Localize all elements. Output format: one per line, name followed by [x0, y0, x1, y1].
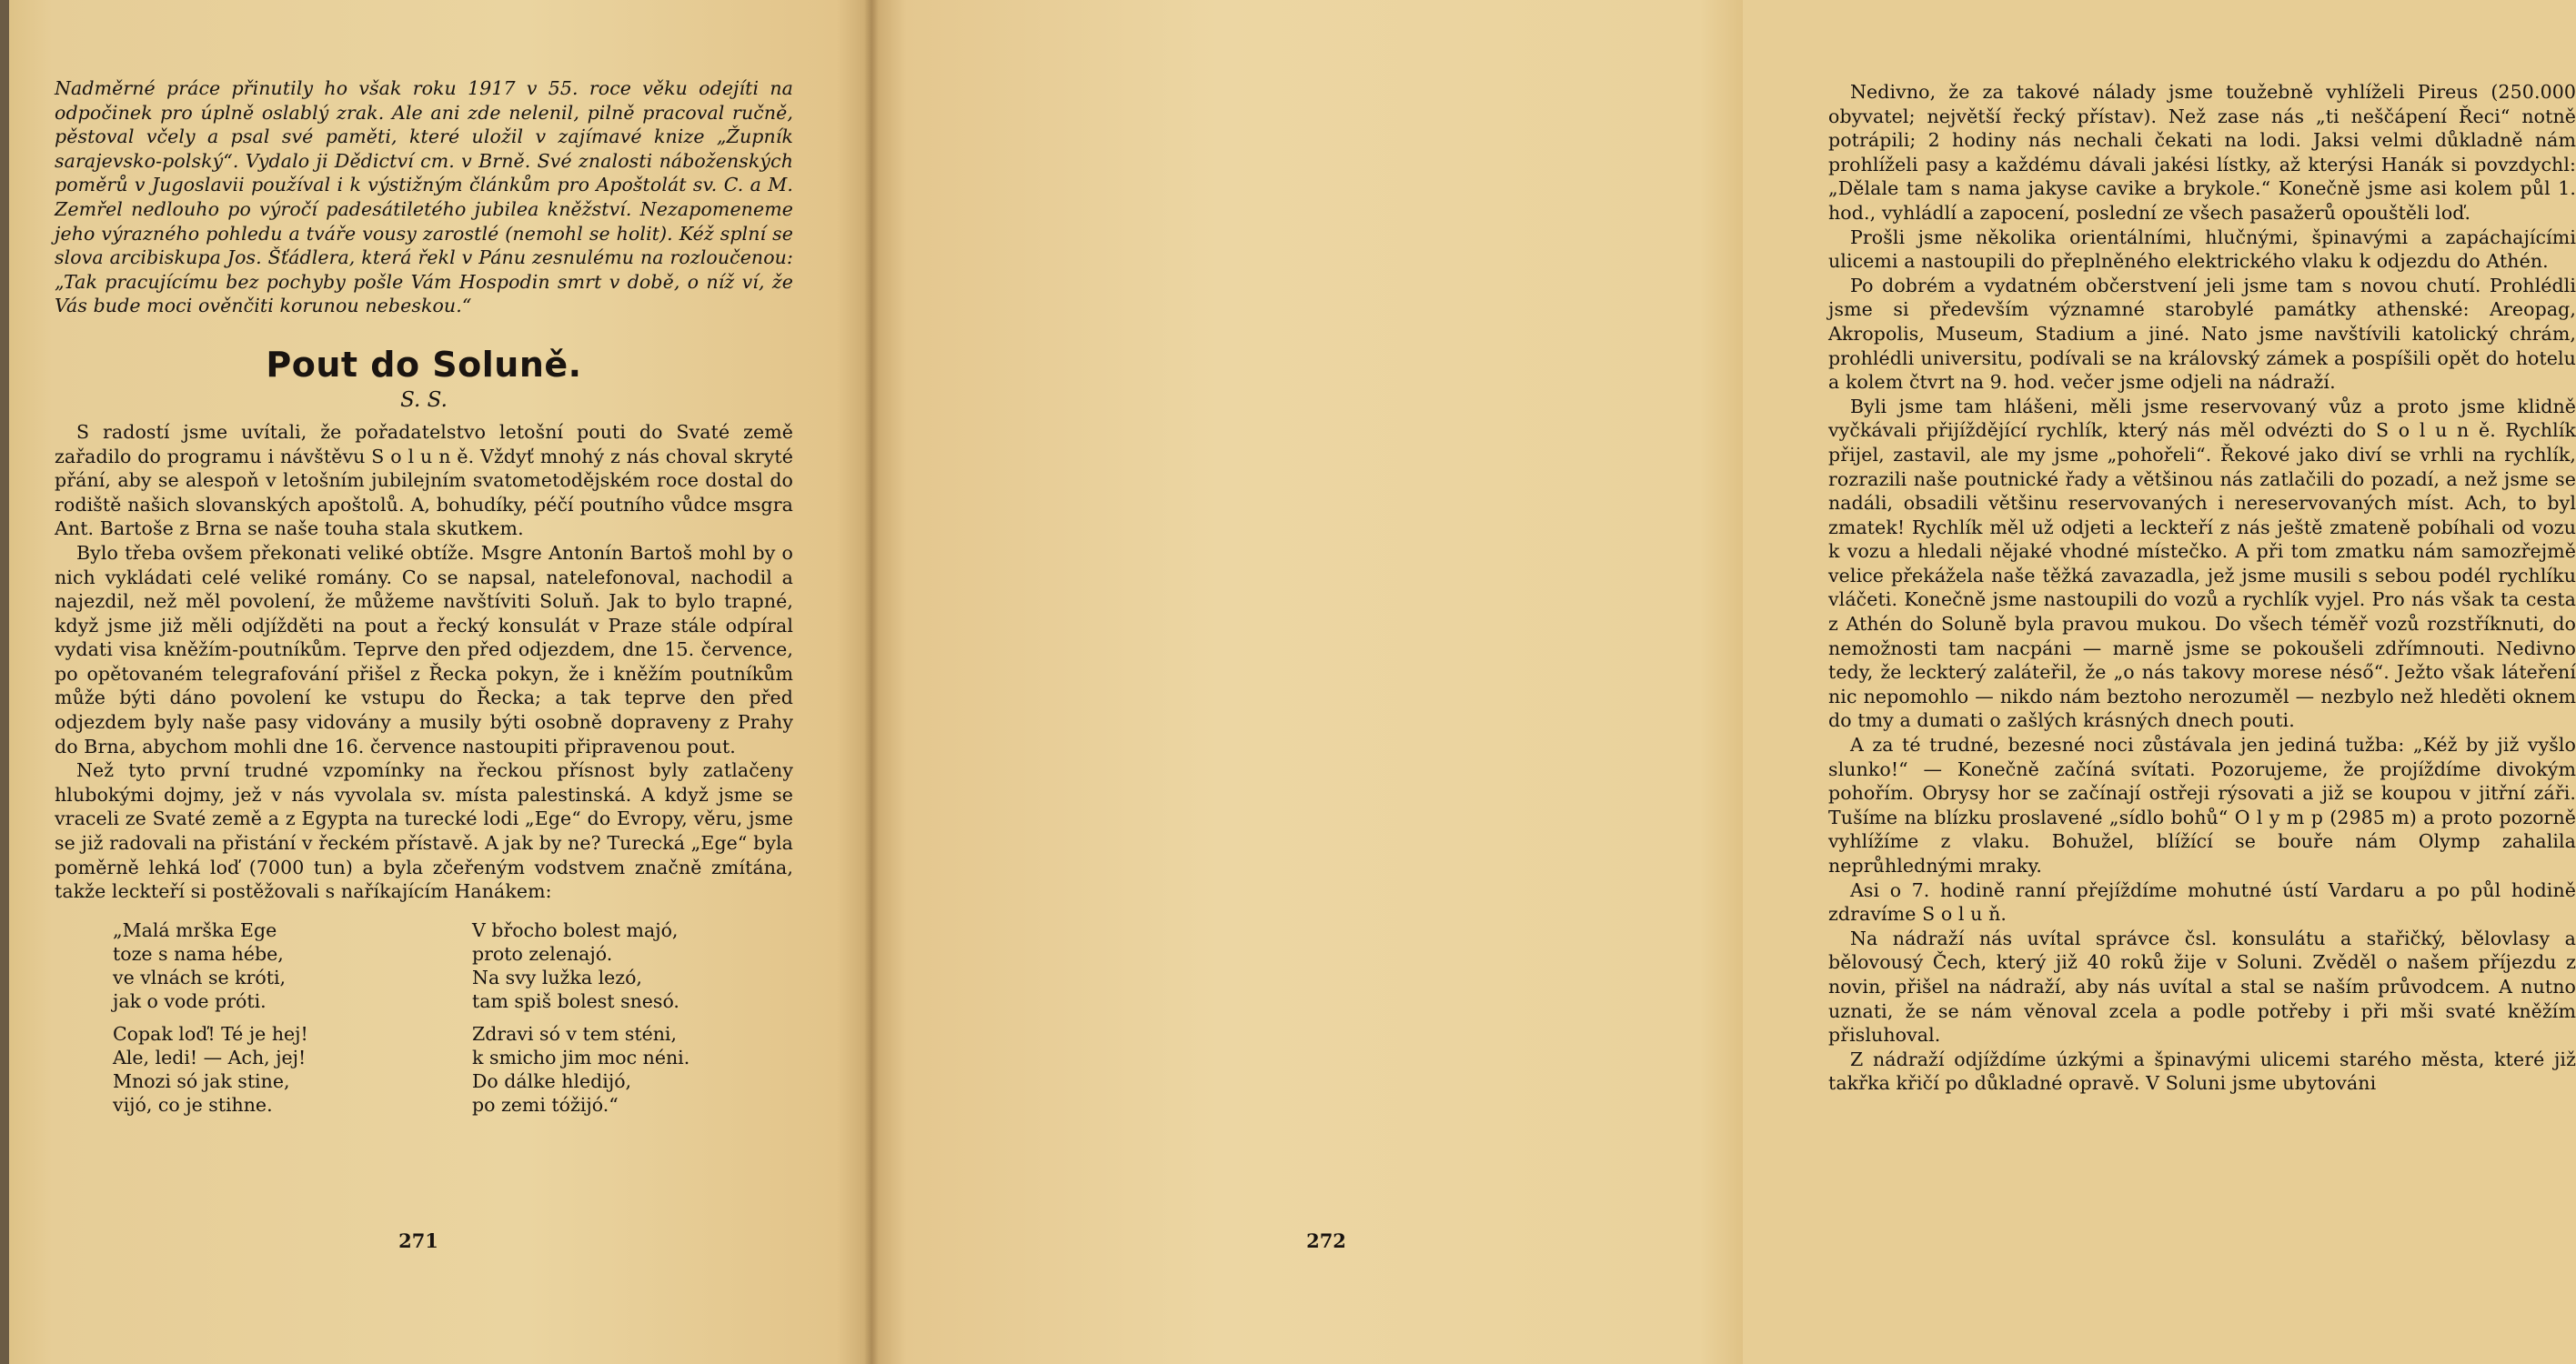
poem-line: Zdravi só v tem sténi,: [472, 1022, 678, 1045]
article-author: S. S.: [400, 387, 448, 412]
body-paragraph: Nedivno, že za takové nálady jsme toužebně vyhlíželi Pireus (250.000 obyvatel; největší řecký přístav). Než zase nás „ti neščápení Řeci“ notně potrápili; 2 hodiny nás nechali čekati na lodi. Jaksi velmi důkladně nám prohlíželi pasy a každému dávali jakési lístky, až kterýsi Hanák si povzdychl: „Dělale tam s nama jakyse cavike a brykole.“ Konečně jsme asi kolem půl 1. hod., vyhládlí a zapocení, poslední ze všech pasažerů opouštěli loď.: [1828, 81, 2576, 224]
poem-line: Copak loď! Té je hej!: [113, 1022, 308, 1045]
body-paragraph: A za té trudné, bezesné noci zůstávala jen jediná tužba: „Kéž by již vyšlo slunko!“ — Konečně začíná svítati. Pozorujeme, že projíždíme divokým pohořím. Obrysy hor se začínají ostřeji rýsovati a již se koupou v jitřní záři. Tušíme na blízku proslavené „sídlo bohů“ O l y m p (2985 m) a proto pozorně vyhlížíme z vlaku. Bohužel, blížící se bouře nám Olymp zahalila neprůhlednými mraky.: [1828, 734, 2576, 877]
poem-line: Do dálke hledijó,: [472, 1069, 632, 1092]
body-paragraph: Byli jsme tam hlášeni, měli jsme reservovaný vůz a proto jsme klidně vyčkávali přijíždějící rychlík, který nás měl odvézti do S o l u n ě. Rychlík přijel, zastavil, ale my jsme „pohořeli“. Řekové jako diví se vrhli na rychlík, rozrazili naše poutnické řady a většinou nás zatlačili do pozadí, a než jsme se nadáli, obsadili většinu reservovaných i nereservovaných míst. Ach, to byl zmatek! Rychlík měl už odjeti a leckteří z nás ještě zmateně pobíhali od vozu k vozu a hledali nějaké vhodné místečko. A při tom zmatku nám samozřejmě velice překážela naše těžká zavazadla, jež jsme musili s sebou podél rychlíku vláčeti. Konečně jsme nastoupili do vozů a rychlík vyjel. Pro nás však ta cesta z Athén do Soluně byla pravou mukou. Do všech téměř vozů rozstříknuti, do nemožnosti tam nacpáni — marně jsme se pokoušeli zdřímnouti. Nedivno tedy, že leckterý zaláteřil, že „o nás takovy morese néső“. Ježto však láteření nic nepomohlo — nikdo nám beztoho nerozuměl — nezbylo než hleděti oknem do tmy a dumati o zašlých krásných dnech pouti.: [1828, 395, 2576, 732]
left-column: [55, 76, 793, 1126]
book-gutter: [864, 0, 879, 1364]
body-paragraph: Než tyto první trudné vzpomínky na řeckou přísnost byly zatlačeny hlubokými dojmy, jež v nás vyvolala sv. místa palestinská. A když jsme se vraceli ze Svaté země a z Egypta na turecké lodi „Ege“ do Evropy, věru, jsme se již radovali na přistání v řeckém přístavě. A jak by ne? Turecká „Ege“ byla poměrně lehká loď (7000 tun) a byla zčeřeným vodstvem značně zmítána, takže leckteří si postěžovali s naříkajícím Hanákem:: [55, 759, 793, 903]
poem-column: [113, 918, 472, 1126]
poem-stanza: [472, 918, 781, 1013]
poem-column: [472, 918, 781, 1126]
body-paragraph: Prošli jsme několika orientálními, hlučnými, špinavými a zapáchajícími ulicemi a nastoupili do přeplněného elektrického vlaku k odjezdu do Athén.: [1828, 226, 2576, 273]
body-paragraph: Z nádraží odjíždíme úzkými a špinavými ulicemi starého města, které již takřka křičí po důkladné opravě. V Soluni jsme ubytováni: [1828, 1048, 2576, 1095]
book-edge: [0, 0, 9, 1364]
body-paragraph: Na nádraží nás uvítal správce čsl. konsulátu a stařičký, bělovlasy a bělovousý Čech, který již 40 roků žije v Soluni. Zvěděl o našem příjezdu z novin, přišel na nádraží, aby nás uvítal a stal se naším průvodcem. A nutno uznati, že se nám věnoval zcela a podle potřeby i při mši svaté kněžím přisluhoval.: [1828, 927, 2576, 1047]
body-paragraph: Asi o 7. hodině ranní přejíždíme mohutné ústí Vardaru a po půl hodině zdravíme S o l u ň.: [1828, 878, 2576, 926]
poem-line: Mnozi só jak stine,: [113, 1069, 290, 1092]
poem-line: jak o vode próti.: [113, 989, 267, 1012]
poem-line: Na svy lužka lezó,: [472, 966, 642, 988]
poem: [113, 918, 793, 1126]
page-number: 271: [398, 1229, 438, 1252]
article-title: Pout do Soluně.: [266, 344, 582, 385]
poem-line: V břocho bolest majó,: [472, 918, 679, 941]
poem-stanza: [113, 918, 472, 1013]
right-page: [871, 0, 2576, 1364]
body-paragraph: Bylo třeba ovšem překonati veliké obtíže. Msgre Antonín Bartoš mohl by o nich vykládati celé veliké romány. Co se napsal, natelefonoval, nachodil a najezdil, než měl povolení, že můžeme navštíviti Soluň. Jak to bylo trapné, když jsme již měli odjížděti na pout a řecký konsulát v Praze stále odpíral vydati visa kněžím-poutníkům. Teprve den před odjezdem, dne 15. července, po opětovaném telegrafování přišel z Řecka pokyn, že i kněžím poutníkům může býti dáno povolení ke vstupu do Řecka; a tak teprve den před odjezdem byly naše pasy vidovány a musily býti osobně dopraveny z Prahy do Brna, abychom mohli dne 16. července nastoupiti připravenou pout.: [55, 541, 793, 757]
poem-line: tam spiš bolest snesó.: [472, 989, 679, 1012]
body-paragraph: S radostí jsme uvítali, že pořadatelstvo letošní pouti do Svaté země zařadilo do programu i návštěvu S o l u n ě. Vždyť mnohý z nás choval skryté přání, aby se alespoň v letošním jubilejním svatometodějském roce dostal do rodiště našich slovanských apoštolů. A, bohudíky, péčí poutního vůdce msgra Ant. Bartoše z Brna se naše touha stala skutkem.: [55, 420, 793, 540]
poem-line: proto zelenajó.: [472, 942, 613, 965]
body-paragraph: Po dobrém a vydatném občerstvení jeli jsme tam s novou chutí. Prohlédli jsme si především významné starobylé památky athenské: Areopag, Akropolis, Museum, Stadium a jiné. Nato jsme navštívili katolický chrám, prohlédli universitu, podívali se na královský zámek a pospíšili opět do hotelu a kolem čtvrt na 9. hod. večer jsme odjeli na nádraží.: [1828, 274, 2576, 394]
poem-line: Ale, ledi! — Ach, jej!: [113, 1046, 307, 1068]
poem-line: ve vlnách se króti,: [113, 966, 287, 988]
left-page: [0, 0, 871, 1364]
intro-paragraph: Nadměrné práce přinutily ho však roku 1917 v 55. roce věku odejíti na odpočinek pro úplně oslablý zrak. Ale ani zde nelenil, pilně pracoval ručně, pěstoval včely a psal své paměti, které uložil v zajímavé knize „Župník sarajevsko-polský“. Vydalo ji Dědictví cm. v Brně. Své znalosti náboženských poměrů v Jugoslavii používal i k výstižným článkům pro Apoštolát sv. C. a M. Zemřel nedlouho po výročí padesátiletého jubilea kněžství. Nezapomeneme jeho výrazného pohledu a tváře vousy zarostlé (nemohl se holit). Kéž splní se slova arcibiskupa Jos. Šťádlera, která řekl v Pánu zesnulému na rozloučenou: „Tak pracujícímu bez pochyby pošle Vám Hospodin smrt v době, o níž ví, že Vás bude moci ověnčiti korunou nebeskou.“: [55, 77, 793, 317]
poem-line: k smicho jim moc néni.: [472, 1046, 690, 1068]
poem-line: po zemi tóžijó.“: [472, 1093, 619, 1116]
poem-stanza: [472, 1022, 781, 1117]
poem-stanza: [113, 1022, 472, 1117]
poem-line: toze s nama hébe,: [113, 942, 284, 965]
poem-line: vijó, co je stihne.: [113, 1093, 273, 1116]
page-number: 272: [1306, 1229, 1346, 1252]
poem-line: „Malá mrška Ege: [113, 918, 277, 941]
right-column: [1828, 80, 2576, 1096]
